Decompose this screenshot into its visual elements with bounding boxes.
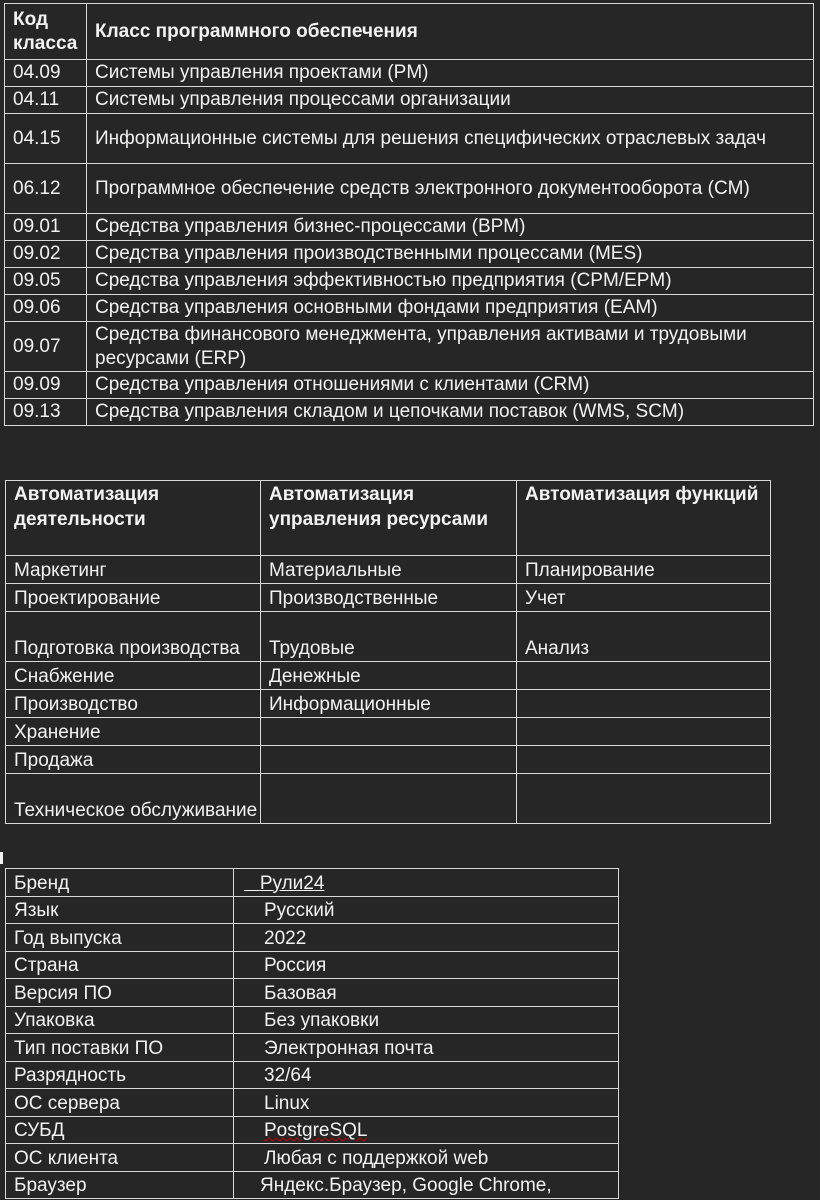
spec-value: 32/64: [234, 1061, 619, 1089]
function-cell: Планирование: [517, 556, 771, 584]
class-code: 09.13: [5, 399, 87, 426]
class-name: Системы управления процессами организации: [87, 87, 814, 114]
spec-value: Базовая: [234, 979, 619, 1007]
table-row: [5, 60, 814, 87]
spec-value: [234, 1116, 619, 1144]
class-code: 09.07: [5, 322, 87, 372]
table-row: [6, 896, 619, 924]
table-row: [6, 869, 619, 897]
table-row: [6, 612, 771, 662]
table-header-row: [5, 4, 814, 60]
class-code: 04.11: [5, 87, 87, 114]
table-row: [6, 924, 619, 952]
spec-key: Тип поставки ПО: [6, 1034, 234, 1062]
resource-cell: Трудовые: [261, 612, 517, 662]
class-name: Информационные системы для решения специфических отраслевых задач: [87, 114, 814, 164]
header-class-code: Код класса: [5, 4, 87, 60]
activity-cell: Техническое обслуживание: [6, 774, 261, 824]
spec-value: Linux: [234, 1089, 619, 1117]
spec-value: Россия: [234, 951, 619, 979]
spec-value: Яндекс.Браузер, Google Chrome,: [234, 1171, 619, 1199]
resource-cell: [261, 718, 517, 746]
class-name: Средства управления бизнес-процессами (BPM): [87, 214, 814, 241]
software-class-table: [4, 3, 814, 426]
spec-value: 2022: [234, 924, 619, 952]
activity-cell: Маркетинг: [6, 556, 261, 584]
activity-cell: Снабжение: [6, 662, 261, 690]
resource-cell: Производственные: [261, 584, 517, 612]
dbms-value: PostgreSQL: [264, 1120, 368, 1141]
spec-key: Язык: [6, 896, 234, 924]
class-code: 09.02: [5, 241, 87, 268]
product-specs-table: [5, 868, 619, 1199]
table-row: [5, 241, 814, 268]
spec-key: Версия ПО: [6, 979, 234, 1007]
table-row: [6, 1034, 619, 1062]
spec-key: Разрядность: [6, 1061, 234, 1089]
function-cell: [517, 718, 771, 746]
class-code: 09.01: [5, 214, 87, 241]
table-row: [6, 1171, 619, 1199]
spec-value: Электронная почта: [234, 1034, 619, 1062]
table-row: [6, 774, 771, 824]
automation-table: [5, 480, 771, 824]
table-row: [6, 662, 771, 690]
table-row: [6, 1144, 619, 1172]
table-row: [5, 372, 814, 399]
table-row: [6, 1061, 619, 1089]
class-code: 09.06: [5, 295, 87, 322]
table-row: [5, 87, 814, 114]
table-row: [6, 951, 619, 979]
spec-key: СУБД: [6, 1116, 234, 1144]
spec-value: Без упаковки: [234, 1006, 619, 1034]
function-cell: Анализ: [517, 612, 771, 662]
function-cell: [517, 690, 771, 718]
header-class-name: Класс программного обеспечения: [87, 4, 814, 60]
class-name: Средства управления отношениями с клиентами (CRM): [87, 372, 814, 399]
spec-value: [234, 869, 619, 897]
activity-cell: Проектирование: [6, 584, 261, 612]
function-cell: [517, 746, 771, 774]
table-row: [5, 399, 814, 426]
table-header-row: [6, 481, 771, 556]
class-code: 09.09: [5, 372, 87, 399]
activity-cell: Хранение: [6, 718, 261, 746]
class-code: 04.09: [5, 60, 87, 87]
spec-key: Год выпуска: [6, 924, 234, 952]
class-name: Программное обеспечение средств электронного документооборота (CM): [87, 164, 814, 214]
table-row: [6, 1006, 619, 1034]
header-activity: Автоматизация деятельности: [6, 481, 261, 556]
class-name: Средства управления эффективностью предприятия (CPM/EPM): [87, 268, 814, 295]
table-row: [6, 584, 771, 612]
spec-key: Страна: [6, 951, 234, 979]
header-functions: Автоматизация функций: [517, 481, 771, 556]
class-name: Системы управления проектами (PM): [87, 60, 814, 87]
resource-cell: Материальные: [261, 556, 517, 584]
activity-cell: Продажа: [6, 746, 261, 774]
activity-cell: Подготовка производства: [6, 612, 261, 662]
resource-cell: [261, 746, 517, 774]
table-row: [5, 164, 814, 214]
spec-key: ОС клиента: [6, 1144, 234, 1172]
function-cell: [517, 662, 771, 690]
header-resources: Автоматизация управления ресурсами: [261, 481, 517, 556]
table-row: [5, 114, 814, 164]
table-row: [6, 1089, 619, 1117]
class-code: 04.15: [5, 114, 87, 164]
table-row: [5, 214, 814, 241]
table-row: [5, 268, 814, 295]
table-row: [5, 322, 814, 372]
spec-key: Браузер: [6, 1171, 234, 1199]
function-cell: Учет: [517, 584, 771, 612]
spec-key: Упаковка: [6, 1006, 234, 1034]
activity-cell: Производство: [6, 690, 261, 718]
table-row: [6, 1116, 619, 1144]
spec-key: Бренд: [6, 869, 234, 897]
class-name: Средства финансового менеджмента, управления активами и трудовыми ресурсами (ERP): [87, 322, 814, 372]
class-code: 06.12: [5, 164, 87, 214]
resource-cell: [261, 774, 517, 824]
spec-value: Любая с поддержкой web: [234, 1144, 619, 1172]
spec-key: ОС сервера: [6, 1089, 234, 1117]
table-row: [6, 556, 771, 584]
resource-cell: Денежные: [261, 662, 517, 690]
table-row: [5, 295, 814, 322]
class-name: Средства управления производственными процессами (MES): [87, 241, 814, 268]
spec-value: Русский: [234, 896, 619, 924]
function-cell: [517, 774, 771, 824]
brand-value: Рули24: [259, 872, 325, 894]
table-row: [6, 718, 771, 746]
table-row: [6, 690, 771, 718]
table-row: [6, 979, 619, 1007]
class-code: 09.05: [5, 268, 87, 295]
table-row: [6, 746, 771, 774]
text-cursor: [0, 852, 3, 864]
class-name: Средства управления складом и цепочками поставок (WMS, SCM): [87, 399, 814, 426]
resource-cell: Информационные: [261, 690, 517, 718]
class-name: Средства управления основными фондами предприятия (EAM): [87, 295, 814, 322]
